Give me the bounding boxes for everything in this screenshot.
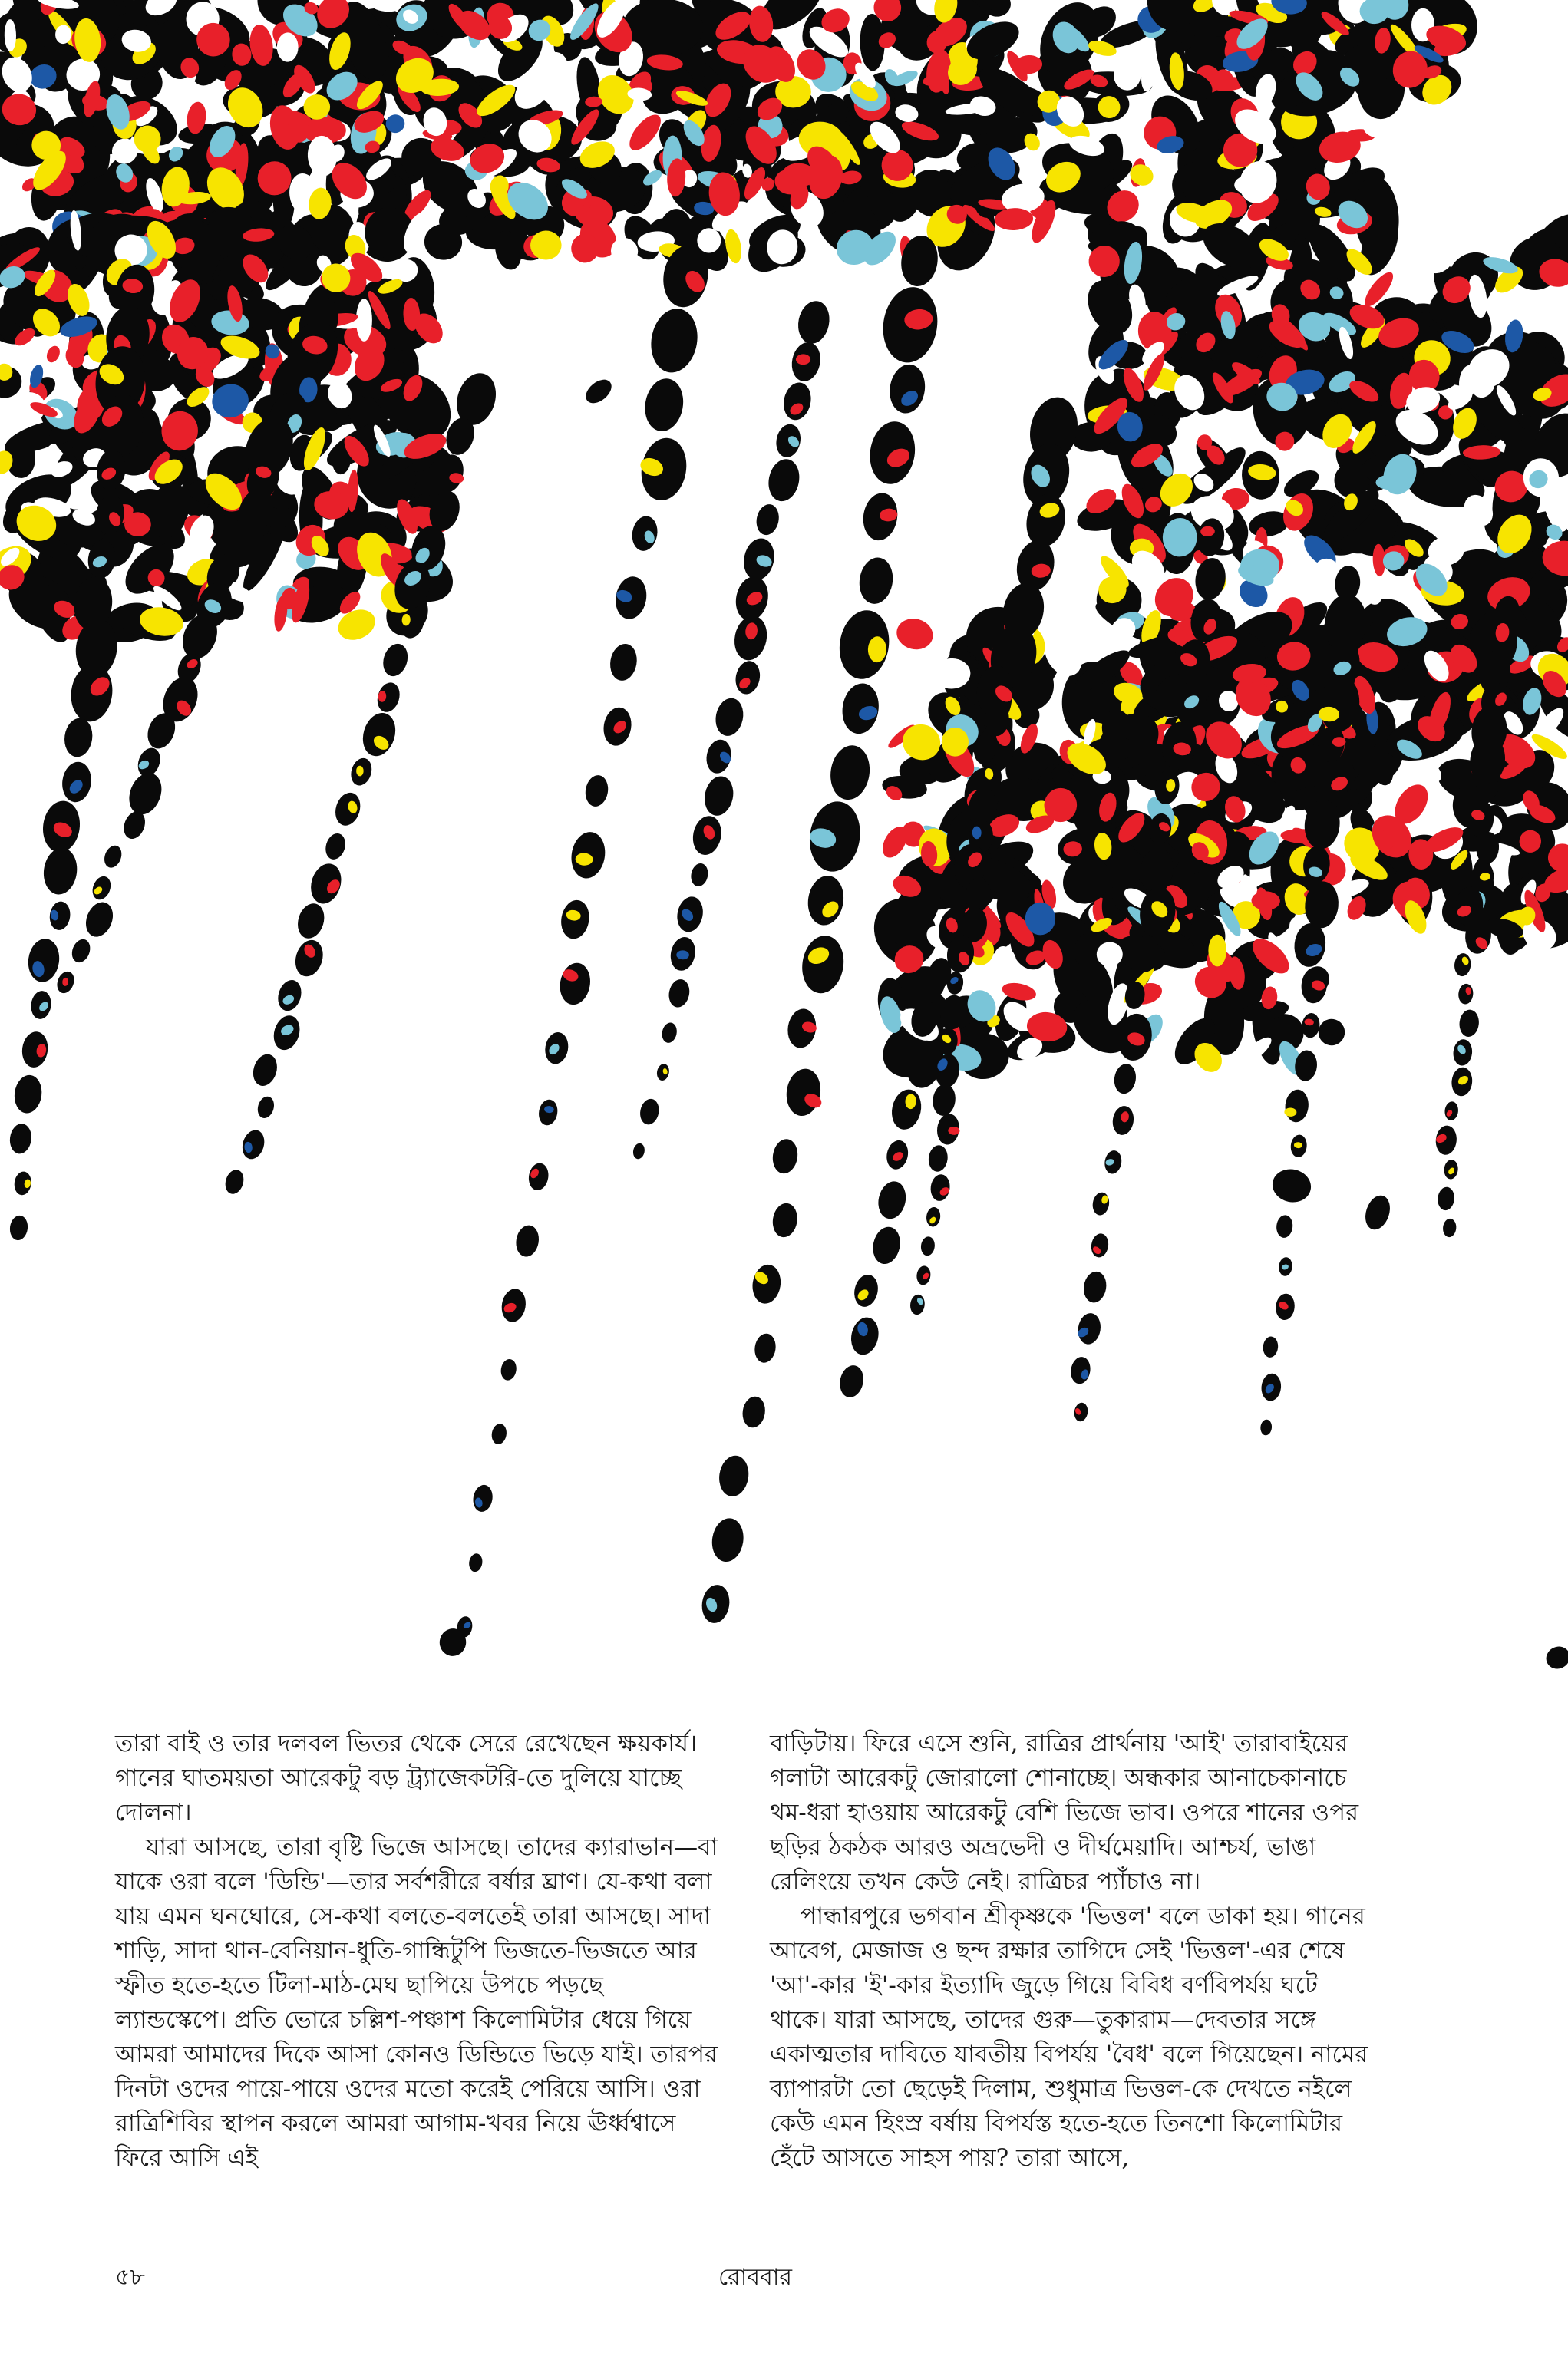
paint-blob bbox=[712, 695, 746, 738]
paint-blob bbox=[641, 375, 687, 434]
paint-blob bbox=[875, 1179, 909, 1222]
paint-blob bbox=[500, 1358, 518, 1381]
paint-blob bbox=[490, 1423, 508, 1446]
paint-blob bbox=[920, 1236, 936, 1256]
paint-blob bbox=[1458, 1008, 1481, 1038]
paint-blob bbox=[1081, 1270, 1108, 1305]
paint-blob bbox=[25, 937, 61, 984]
paint-blob bbox=[909, 1294, 926, 1315]
paint-blob bbox=[701, 774, 737, 818]
paint-blob bbox=[306, 860, 346, 907]
paint-blob bbox=[582, 375, 616, 408]
paint-blob bbox=[886, 362, 928, 416]
publication-name: রোববার bbox=[718, 2264, 792, 2291]
paint-blob bbox=[1262, 1336, 1279, 1358]
article-paragraph: যারা আসছে, তারা বৃষ্টি ভিজে আসছে। তাদের ক্যারাভান—বা যাকে ওরা বলে 'ডিন্ডি'—তার সর্বশরীরে বর্ষার ঘ্রাণ। যে-কথা বলা যায় এমন ঘনঘোরে, সে-কথা বলতে-বলতেই তারা আসছে। সাদা শাড়ি, সাদা থান-বেনিয়ান-ধুতি-গান্ধিটুপি ভিজতে-ভিজতে আর স্ফীত হতে-হতে টিলা-মাঠ-মেঘ ছাপিয়ে উপচে পড়ছে ল্যান্ডস্কেপে। প্রতি ভোরে চল্লিশ-পঞ্চাশ কিলোমিটার ধেয়ে গিয়ে আমরা আমাদের দিকে আসা কোনও ডিন্ডিতে ভিড়ে যাই। তারপর দিনটা ওদের পায়ে-পায়ে ওদের মতো করেই পেরিয়ে আসি। ওরা রাত্রিশিবির স্থাপন করলে আমরা আগাম-খবর নিয়ে ঊর্ধ্বশ্বাসে ফিরে আসি এই bbox=[115, 1833, 718, 2172]
paint-blob bbox=[646, 305, 702, 376]
paint-blob bbox=[8, 1214, 29, 1241]
paint-blob bbox=[689, 862, 710, 888]
paint-blob bbox=[798, 932, 847, 995]
paint-blob bbox=[356, 299, 372, 341]
paint-blob bbox=[1025, 903, 1055, 936]
paint-blob bbox=[796, 354, 810, 365]
paint-blob bbox=[1069, 1355, 1092, 1385]
paint-blob bbox=[893, 615, 936, 653]
paint-blob bbox=[8, 1122, 34, 1155]
paint-blob bbox=[1442, 1218, 1457, 1238]
paint-blob bbox=[291, 936, 327, 979]
paint-blob bbox=[379, 641, 411, 679]
paint-blob bbox=[1362, 1193, 1395, 1233]
paint-blob bbox=[804, 873, 847, 928]
paint-blob bbox=[765, 457, 803, 504]
paint-blob bbox=[1091, 1191, 1111, 1216]
paint-blob bbox=[717, 1454, 751, 1498]
paint-blob bbox=[1301, 1012, 1321, 1039]
paint-blob bbox=[1457, 983, 1474, 1005]
paint-blob bbox=[513, 1223, 541, 1259]
paint-blob bbox=[888, 1087, 925, 1133]
paint-blob bbox=[754, 502, 781, 536]
paint-blob bbox=[1022, 490, 1070, 551]
paint-blob bbox=[124, 768, 167, 819]
article-paragraph: বাড়িটায়। ফিরে এসে শুনি, রাত্রির প্রার্থনায় 'আই' তারাবাইয়ের গলাটা আরেকটু জোরালো শোনাচ্ছে। অন্ধকার আনাচেকানাচে থম-ধরা হাওয়ায় আরেকটু বেশি ভিজে ভাব। ওপরে শানের ওপর ছড়ির ঠকঠক আরও অভ্রভেদী ও দীর্ঘমেয়াদি। আশ্চর্য, ভাঙা রেলিংয়ে তখন কেউ নেই। রাত্রিচর প্যাঁচাও না। bbox=[770, 1730, 1359, 1896]
paint-blob bbox=[356, 766, 364, 777]
paint-blob bbox=[1314, 559, 1339, 582]
paint-blob bbox=[1090, 1232, 1111, 1259]
paint-blob bbox=[660, 1021, 678, 1044]
paint-blob bbox=[294, 900, 328, 942]
article-paragraph: পান্ধারপুরে ভগবান শ্রীকৃষ্ণকে 'ভিত্তল' বলে ডাকা হয়। গানের আবেগ, মেজাজ ও ছন্দ রক্ষার তাগিদে সেই 'ভিত্তল'-এর শেষে 'আ'-কার 'ই'-কার ইত্যাদি জুড়ে গিয়ে বিবিধ বর্ণবিপর্যয় ঘটে থাকে। যারা আসছে, তাদের গুরু—তুকারাম—দেবতার সঙ্গে একাত্মতার দাবিতে যাবতীয় বিপর্যয় 'বৈধ' বলে গিয়েছেন। নামের ব্যাপারটা তো ছেড়েই দিলাম, শুধুমাত্র ভিত্তল-কে দেখতে নইলে কেউ এমন হিংস্র বর্ষায় বিপর্যস্ত হতে-হতে তিনশো কিলোমিটার হেঁটে আসতে সাহস পায়? তারা আসে, bbox=[770, 1902, 1368, 2172]
paint-blob bbox=[255, 1094, 276, 1120]
paint-blob bbox=[81, 898, 118, 940]
paint-blob bbox=[927, 1144, 949, 1173]
paint-blob bbox=[741, 1395, 767, 1430]
paint-blob bbox=[857, 556, 896, 606]
paint-blob bbox=[827, 743, 873, 803]
paint-blob bbox=[1437, 1186, 1456, 1211]
paint-blob bbox=[709, 1516, 746, 1564]
paint-blob bbox=[332, 790, 364, 829]
paint-blob bbox=[583, 774, 610, 808]
paint-blob bbox=[771, 1137, 800, 1175]
paint-blob bbox=[848, 1315, 882, 1357]
paint-blob bbox=[632, 1142, 645, 1160]
paint-blob bbox=[471, 1483, 494, 1513]
paint-blob bbox=[557, 961, 593, 1008]
paint-blob bbox=[239, 1127, 267, 1162]
article-paragraph: তারা বাই ও তার দলবল ভিতর থেকে সেরে রেখেছেন ক্ষয়কার্য। গানের ঘাতময়তা আরেকটু বড় ট্র্যাজেকটরি-তে দুলিয়ে যাচ্ছে দোলনা। bbox=[115, 1730, 698, 1826]
paint-blob bbox=[1259, 1419, 1273, 1436]
paint-blob bbox=[883, 686, 916, 714]
paint-blob bbox=[1454, 952, 1472, 977]
paint-blob bbox=[784, 1067, 824, 1119]
paint-blob bbox=[781, 380, 814, 422]
paint-blob bbox=[249, 1051, 281, 1089]
paint-blob bbox=[750, 1262, 783, 1305]
paint-blob bbox=[41, 846, 80, 896]
paint-blob bbox=[0, 178, 17, 206]
paint-blob bbox=[733, 658, 763, 696]
paint-blob bbox=[638, 1097, 661, 1127]
paint-blob bbox=[1543, 1642, 1568, 1672]
paint-blob bbox=[1073, 1401, 1089, 1422]
paint-blob bbox=[655, 1063, 671, 1082]
paint-blob bbox=[1112, 1062, 1138, 1095]
paint-blob bbox=[1269, 1166, 1314, 1206]
paint-blob bbox=[101, 843, 124, 870]
article-right-column bbox=[770, 1727, 1376, 2176]
page-number: ৫৮ bbox=[115, 2264, 145, 2291]
paint-blob bbox=[870, 1224, 903, 1266]
paint-blob bbox=[1208, 935, 1226, 967]
paint-blob bbox=[12, 1074, 44, 1115]
paint-blob bbox=[62, 716, 94, 758]
paint-blob bbox=[931, 1083, 957, 1117]
paint-blob bbox=[1302, 453, 1327, 472]
paint-blob bbox=[45, 344, 62, 365]
paint-blob bbox=[223, 1167, 246, 1196]
paint-blob bbox=[607, 642, 639, 682]
paint-blob bbox=[1276, 1214, 1294, 1239]
paint-blob bbox=[69, 936, 94, 965]
paint-blob bbox=[527, 1162, 550, 1192]
paint-blob bbox=[794, 299, 833, 347]
paint-blob bbox=[1076, 1312, 1103, 1346]
paint-blob bbox=[929, 1173, 952, 1203]
paint-blob bbox=[467, 1553, 484, 1573]
paint-blob bbox=[753, 1332, 777, 1364]
paint-blob bbox=[697, 228, 721, 252]
paint-blob bbox=[666, 978, 692, 1009]
article-left-column bbox=[115, 1727, 721, 2176]
paint-blob bbox=[322, 831, 348, 862]
paint-blob bbox=[837, 1363, 866, 1400]
paint-blob bbox=[771, 1202, 800, 1239]
paint-blob bbox=[358, 709, 401, 761]
paint-blob bbox=[1284, 1088, 1310, 1123]
paint-blob bbox=[926, 1206, 942, 1228]
